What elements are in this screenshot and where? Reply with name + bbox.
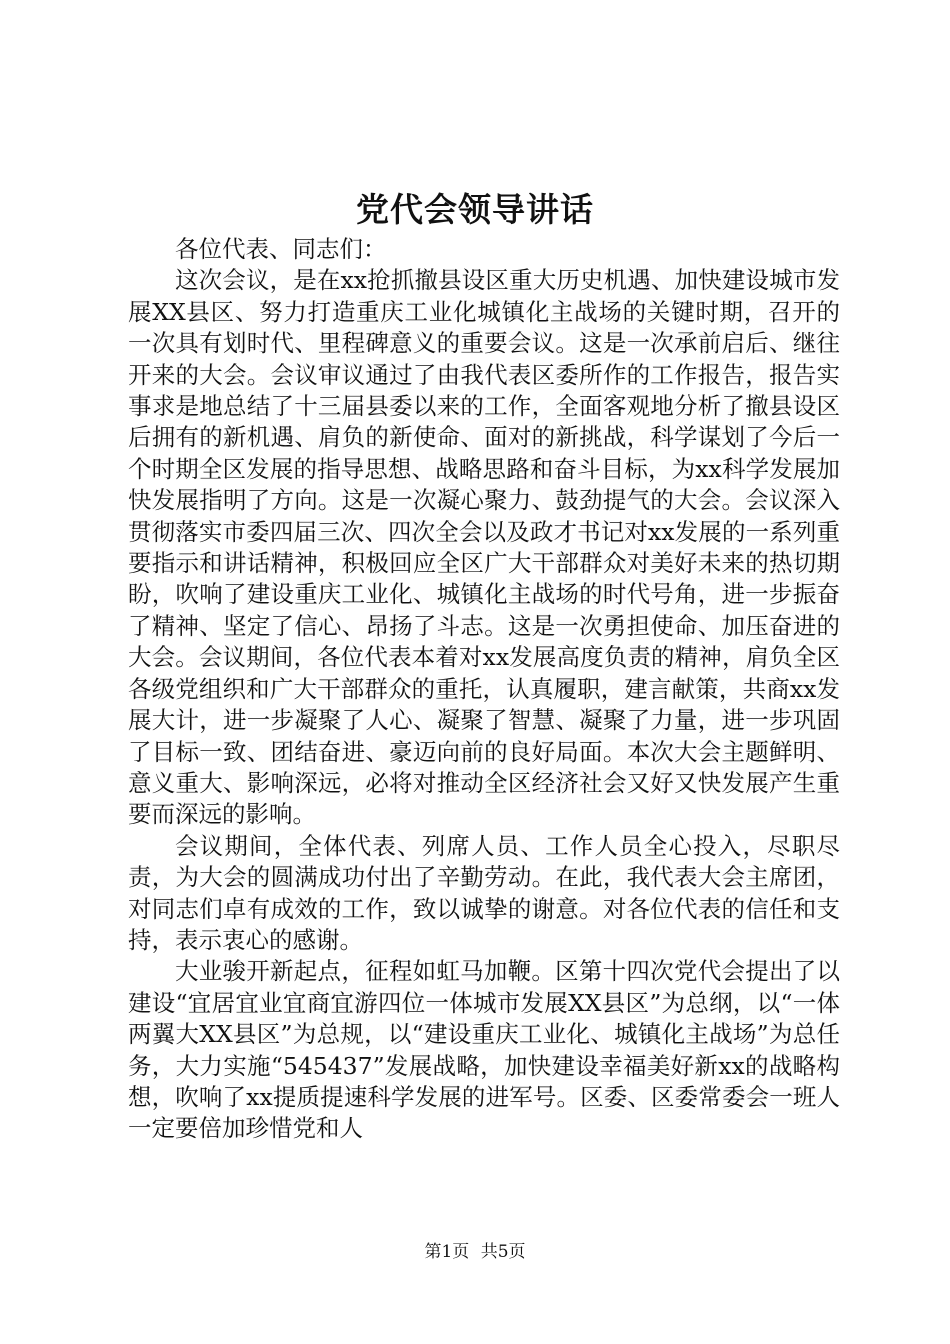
salutation: 各位代表、同志们： <box>175 235 387 263</box>
paragraph: 大业骏开新起点，征程如虹马加鞭。区第十四次党代会提出了以建设“宜居宜业宜商宜游四位一体城市发展XX县区”为总纲，以“一体两翼大XX县区”为总规，以“建设重庆工业化、城镇化主战场”为总任务，大力实施“545437”发展战略，加快建设幸福美好新xx的战略构想，吹响了xx提质提速科学发展的进军号。区委、区委常委会一班人一定要倍加珍惜党和人 <box>128 957 840 1143</box>
paragraph: 这次会议，是在xx抢抓撤县设区重大历史机遇、加快建设城市发展XX县区、努力打造重庆工业化城镇化主战场的关键时期，召开的一次具有划时代、里程碑意义的重要会议。这是一次承前启后、继往开来的大会。会议审议通过了由我代表区委所作的工作报告，报告实事求是地总结了十三届县委以来的工作，全面客观地分析了撤县设区后拥有的新机遇、肩负的新使命、面对的新挑战，科学谋划了今后一个时期全区发展的指导思想、战略思路和奋斗目标，为xx科学发展加快发展指明了方向。这是一次凝心聚力、鼓劲提气的大会。会议深入贯彻落实市委四届三次、四次全会以及政才书记对xx发展的一系列重要指示和讲话精神，积极回应全区广大干部群众对美好未来的热切期盼，吹响了建设重庆工业化、城镇化主战场的时代号角，进一步振奋了精神、坚定了信心、昂扬了斗志。这是一次勇担使命、加压奋进的大会。会议期间，各位代表本着对xx发展高度负责的精神，肩负全区各级党组织和广大干部群众的重托，认真履职，建言献策，共商xx发展大计，进一步凝聚了人心、凝聚了智慧、凝聚了力量，进一步巩固了目标一致、团结奋进、豪迈向前的良好局面。本次大会主题鲜明、意义重大、影响深远，必将对推动全区经济社会又好又快发展产生重要而深远的影响。 <box>128 266 840 829</box>
paragraph: 会议期间，全体代表、列席人员、工作人员全心投入，尽职尽责，为大会的圆满成功付出了辛勤劳动。在此，我代表大会主席团，对同志们卓有成效的工作，致以诚挚的谢意。对各位代表的信任和支持，表示衷心的感谢。 <box>128 831 840 954</box>
document-title: 党代会领导讲话 <box>356 190 594 229</box>
document-body <box>128 234 840 1145</box>
page-footer: 第1页 共5页 <box>424 1242 526 1262</box>
